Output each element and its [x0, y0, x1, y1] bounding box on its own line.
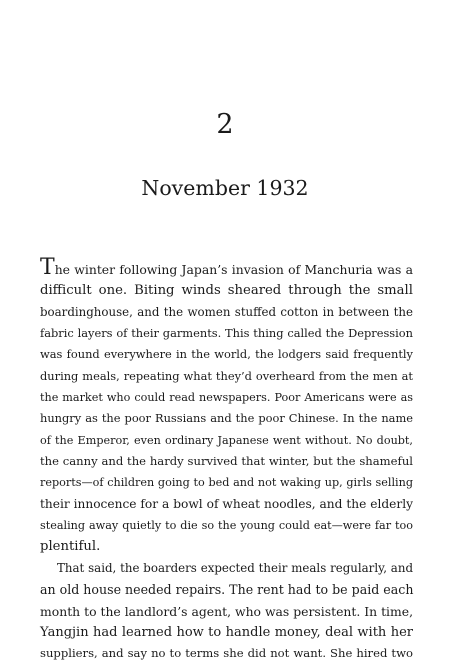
text-line: the market who could read newspapers. Poor Americans were as — [40, 391, 413, 405]
text-line: of the Emperor, even ordinary Japanese went without. No doubt, — [40, 433, 413, 447]
text-line: their innocence for a bowl of wheat noodles, and the elderly — [40, 496, 413, 511]
text-line: Yangjin had learned how to handle money, deal with her — [40, 624, 413, 640]
text-line: the canny and the hardy survived that winter, but the shameful — [40, 454, 413, 469]
text-line: The winter following Japan’s invasion of Manchuria was a — [40, 255, 413, 280]
text-line: an old house needed repairs. The rent had to be paid each — [40, 582, 414, 598]
text-line: month to the landlord’s agent, who was persistent. In time, — [40, 603, 414, 619]
chapter-title: November 1932 — [141, 176, 309, 200]
text-line: boardinghouse, and the women stuffed cotton in between the — [40, 304, 413, 319]
body-text — [40, 257, 413, 665]
chapter-number: 2 — [216, 109, 234, 140]
text-line: hungry as the poor Russians and the poor Chinese. In the name — [40, 411, 413, 426]
text-line: during meals, repeating what they’d overheard from the men at — [40, 368, 413, 383]
text-line: reports—of children going to bed and not waking up, girls selling — [40, 476, 413, 490]
text-line: plentiful. — [40, 539, 101, 555]
text-line: was found everywhere in the world, the lodgers said frequently — [40, 347, 413, 362]
text-line: suppliers, and say no to terms she did not want. She hired two — [40, 646, 413, 661]
text-line: stealing away quietly to die so the young could eat—were far too — [40, 519, 413, 533]
drop-cap: T — [40, 255, 55, 280]
text-line: fabric layers of their garments. This thing called the Depression — [40, 326, 413, 341]
text-line: difficult one. Biting winds sheared through the small — [40, 283, 413, 299]
text-line: That said, the boarders expected their meals regularly, and — [57, 560, 413, 575]
